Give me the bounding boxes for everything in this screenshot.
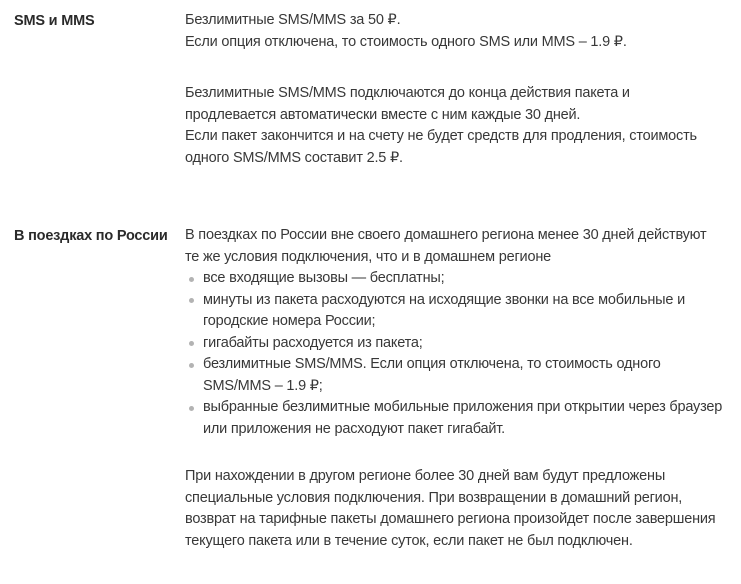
bullet-dot-icon bbox=[189, 298, 194, 303]
list-item-text: все входящие вызовы — бесплатны; bbox=[203, 270, 445, 286]
sms-option-off-price-text: Если опция отключена, то стоимость одного SMS или MMS – 1.9 ₽. bbox=[185, 33, 627, 50]
section-sms-mms-content bbox=[185, 10, 723, 169]
travel-intro-text: В поездках по России вне своего домашнего региона менее 30 дней действуют те же условия подключения, что и в домашнем регионе bbox=[185, 227, 707, 265]
section-sms-mms-label: SMS и MMS bbox=[14, 12, 95, 29]
section-travel-russia-label: В поездках по России bbox=[14, 227, 168, 244]
list-item bbox=[185, 290, 723, 333]
sms-no-funds-text: Если пакет закончится и на счету не будет средств для продления, стоимость одного SMS/MMS составит 2.5 ₽. bbox=[185, 128, 697, 166]
list-item bbox=[185, 397, 723, 440]
sms-renewal-block bbox=[185, 83, 723, 169]
list-item bbox=[185, 268, 723, 290]
list-item bbox=[185, 333, 723, 355]
list-item-text: гигабайты расходуется из пакета; bbox=[203, 334, 423, 351]
list-item-text: безлимитные SMS/MMS. Если опция отключена, то стоимость одного SMS/MMS – 1.9 ₽; bbox=[203, 356, 661, 394]
section-travel-russia bbox=[14, 225, 723, 552]
bullet-dot-icon bbox=[189, 277, 194, 282]
list-item bbox=[185, 354, 723, 397]
travel-long-stay-text: При нахождении в другом регионе более 30 дней вам будут предложены специальные условия подключения. При возвращении в домашний регион, возврат на тарифные пакеты домашнего региона произойдет после завершения текущего пакета или в течение суток, если пакет не был подключен. bbox=[185, 468, 716, 549]
travel-long-stay-block bbox=[185, 466, 723, 552]
bullet-dot-icon bbox=[189, 341, 194, 346]
list-item-text: выбранные безлимитные мобильные приложения при открытии через браузер или приложения не расходуют пакет гигабайт. bbox=[203, 399, 723, 437]
sms-renewal-text: Безлимитные SMS/MMS подключаются до конца действия пакета и продлевается автоматически вместе с ним каждые 30 дней. bbox=[185, 85, 630, 123]
bullet-dot-icon bbox=[189, 406, 194, 411]
section-sms-mms bbox=[14, 10, 723, 169]
section-travel-russia-content bbox=[185, 225, 723, 552]
bullet-dot-icon bbox=[189, 363, 194, 368]
travel-intro-block bbox=[185, 225, 723, 268]
sms-unlimited-price-text: Безлимитные SMS/MMS за 50 ₽. bbox=[185, 12, 401, 28]
list-item-text: минуты из пакета расходуются на исходящие звонки на все мобильные и городские номера России; bbox=[203, 291, 685, 329]
travel-conditions-list bbox=[185, 268, 723, 440]
sms-price-block bbox=[185, 10, 723, 53]
